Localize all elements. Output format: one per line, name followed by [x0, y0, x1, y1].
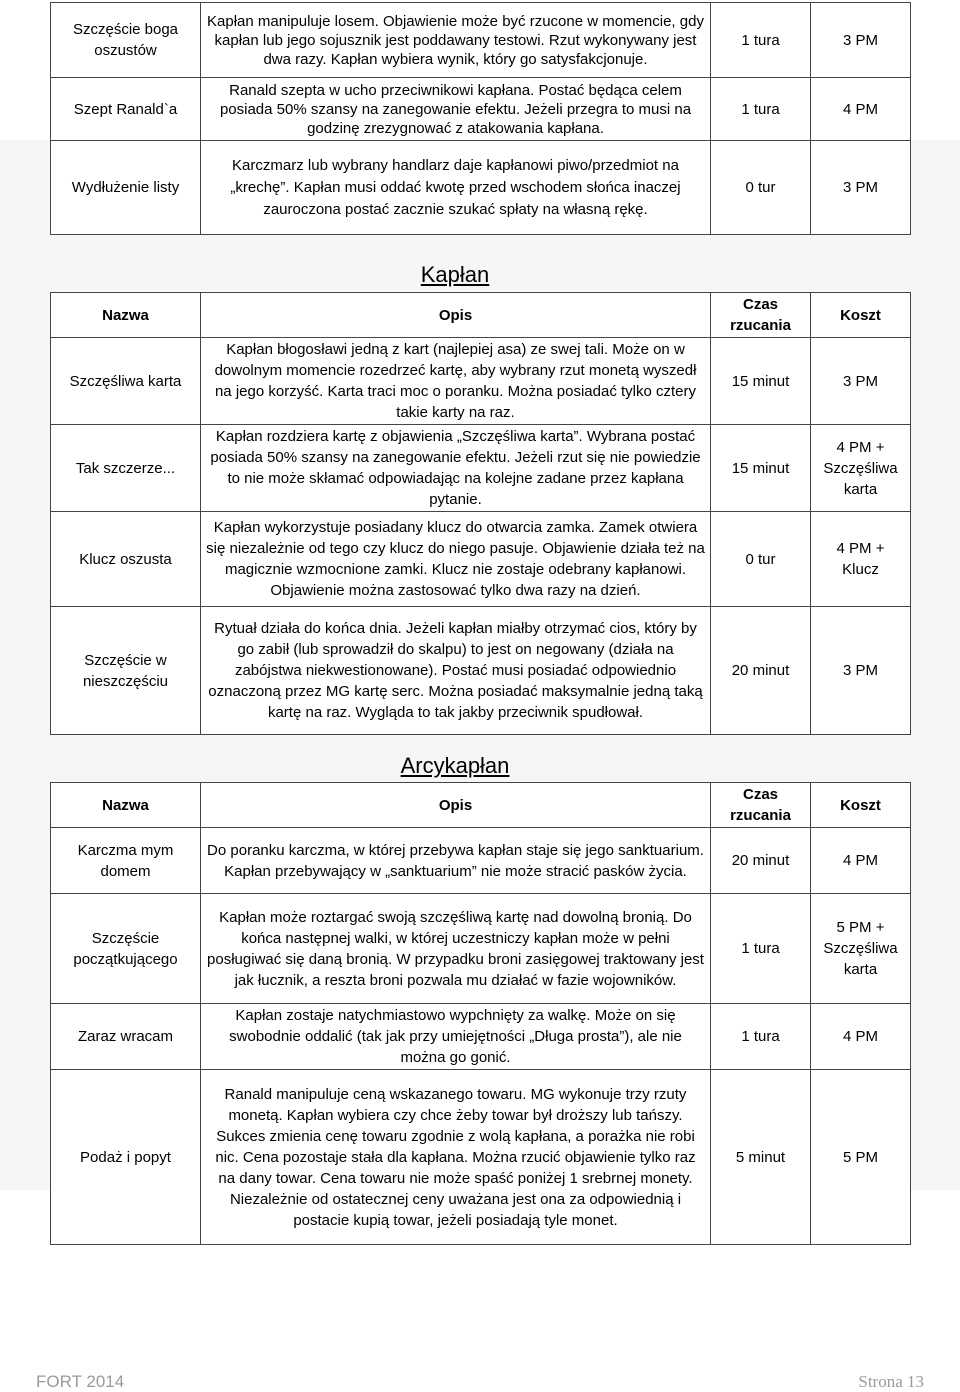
spell-cast-time: 15 minut	[711, 425, 811, 512]
spell-description: Ranald szepta w ucho przeciwnikowi kapłana. Postać będąca celem posiada 50% szansy na zanegowanie efektu. Jeżeli przegra to musi na godzinę zrezygnować z atakowania kapłana.	[201, 78, 711, 141]
spell-cast-time: 20 minut	[711, 828, 811, 894]
spell-description: Kapłan błogosławi jedną z kart (najlepiej asa) ze swej tali. Może on w dowolnym momencie rozedrzeć kartę, aby wybrany rzut monetą wyszedł na jego korzyść. Karta traci moc o poranku. Można posiadać tylko cztery takie karty na raz.	[201, 338, 711, 425]
spell-name: Zaraz wracam	[51, 1004, 201, 1070]
spell-description: Rytuał działa do końca dnia. Jeżeli kapłan miałby otrzymać cios, który by go zabił (lub sprowadził do skalpu) to jest on negowany (działa na zabójstwa niekwestionowane). Postać musi posiadać odpowiednio oznaczoną przez MG kartę serc. Można posiadać maksymalnie jedną taką kartę na raz. Wygląda to tak jakby przeciwnik spudłował.	[201, 607, 711, 735]
spell-cost: 3 PM	[811, 338, 911, 425]
spell-description: Karczmarz lub wybrany handlarz daje kapłanowi piwo/przedmiot na „krechę”. Kapłan musi oddać kwotę przed wschodem słońca inaczej zauroczona postać zacznie szukać spłaty na własną rękę.	[201, 141, 711, 235]
table-row	[51, 1070, 911, 1245]
spell-cast-time: 1 tura	[711, 78, 811, 141]
header-name: Nazwa	[51, 783, 201, 828]
header-description: Opis	[201, 783, 711, 828]
spell-name: Szept Ranald`a	[51, 78, 201, 141]
spell-description: Kapłan zostaje natychmiastowo wypchnięty za walkę. Może on się swobodnie oddalić (tak jak przy umiejętności „Długa prosta”), ale nie można go gonić.	[201, 1004, 711, 1070]
spell-name: Klucz oszusta	[51, 512, 201, 607]
spell-name: Szczęście boga oszustów	[51, 3, 201, 78]
spell-description: Kapłan manipuluje losem. Objawienie może być rzucone w momencie, gdy kapłan lub jego sojusznik jest poddawany testowi. Rzut wykonywany jest dwa razy. Kapłan wybiera wynik, który go satysfakcjonuje.	[201, 3, 711, 78]
table-row	[51, 3, 911, 78]
spell-cost: 4 PM	[811, 78, 911, 141]
spell-name: Szczęście w nieszczęściu	[51, 607, 201, 735]
spell-name: Wydłużenie listy	[51, 141, 201, 235]
spell-cost: 5 PM	[811, 1070, 911, 1245]
spell-cost: 4 PM + Klucz	[811, 512, 911, 607]
spell-cast-time: 1 tura	[711, 1004, 811, 1070]
header-cast-time: Czas rzucania	[711, 783, 811, 828]
spell-cast-time: 20 minut	[711, 607, 811, 735]
top-spell-table	[50, 2, 911, 235]
spell-cast-time: 1 tura	[711, 3, 811, 78]
footer-left-label: FORT 2014	[36, 1372, 125, 1391]
spell-cast-time: 1 tura	[711, 894, 811, 1004]
table-row	[51, 141, 911, 235]
spell-name: Karczma mym domem	[51, 828, 201, 894]
spell-cast-time: 15 minut	[711, 338, 811, 425]
spell-cost: 5 PM + Szczęśliwa karta	[811, 894, 911, 1004]
section-title-kaplan: Kapłan	[420, 262, 490, 287]
table-row	[51, 425, 911, 512]
spell-cost: 4 PM + Szczęśliwa karta	[811, 425, 911, 512]
arcykaplan-spell-table	[50, 782, 911, 1245]
spell-description: Kapłan rozdziera kartę z objawienia „Szczęśliwa karta”. Wybrana postać posiada 50% szansy na zanegowanie efektu. Jeżeli rzut się nie powiedzie to nie może skłamać odpowiadając na kolejne zadane przez kapłana pytanie.	[201, 425, 711, 512]
spell-name: Podaż i popyt	[51, 1070, 201, 1245]
spell-description: Kapłan wykorzystuje posiadany klucz do otwarcia zamka. Zamek otwiera się niezależnie od tego czy klucz do niego pasuje. Objawienie działa też na magicznie wzmocnione zamki. Klucz nie zostaje odebrany kapłanowi. Objawienie można zastosować tylko dwa razy na dzień.	[201, 512, 711, 607]
spell-cost: 4 PM	[811, 1004, 911, 1070]
header-name: Nazwa	[51, 293, 201, 338]
spell-cost: 3 PM	[811, 141, 911, 235]
spell-description: Do poranku karczma, w której przebywa kapłan staje się jego sanktuarium. Kapłan przebywający w „sanktuarium” nie może stracić pasków życia.	[201, 828, 711, 894]
table-row	[51, 338, 911, 425]
section-title-arcykaplan: Arcykapłan	[400, 753, 510, 778]
footer-page-number: Strona 13	[858, 1372, 924, 1391]
header-description: Opis	[201, 293, 711, 338]
spell-name: Szczęśliwa karta	[51, 338, 201, 425]
table-header-row	[51, 783, 911, 828]
spell-description: Ranald manipuluje ceną wskazanego towaru. MG wykonuje trzy rzuty monetą. Kapłan wybiera czy chce żeby towar był droższy lub tańszy. Sukces zmienia cenę towaru zgodnie z wolą kapłana, a porażka nie robi nic. Cena pozostaje stała dla kapłana. Można rzucić objawienie tylko raz na dany towar. Cena towaru nie może spaść poniżej 1 srebrnej monety. Niezależnie od ostatecznej ceny uważana jest ona za odpowiednią i postacie kupią towar, jeżeli posiadają tyle monet.	[201, 1070, 711, 1245]
spell-description: Kapłan może roztargać swoją szczęśliwą kartę nad dowolną bronią. Do końca następnej walki, w której uczestniczy kapłan może w pełni posługiwać się daną bronią. W przypadku broni zasięgowej traktowany jest jak łucznik, a reszta broni pozwala mu działać w fazie wojowników.	[201, 894, 711, 1004]
table-row	[51, 828, 911, 894]
table-row	[51, 894, 911, 1004]
spell-cast-time: 0 tur	[711, 512, 811, 607]
header-cost: Koszt	[811, 783, 911, 828]
spell-cast-time: 0 tur	[711, 141, 811, 235]
header-cast-time: Czas rzucania	[711, 293, 811, 338]
table-row	[51, 78, 911, 141]
kaplan-spell-table	[50, 292, 911, 735]
spell-name: Szczęście początkującego	[51, 894, 201, 1004]
table-header-row	[51, 293, 911, 338]
table-row	[51, 1004, 911, 1070]
table-row	[51, 512, 911, 607]
spell-cast-time: 5 minut	[711, 1070, 811, 1245]
spell-name: Tak szczerze...	[51, 425, 201, 512]
table-row	[51, 607, 911, 735]
spell-cost: 3 PM	[811, 607, 911, 735]
header-cost: Koszt	[811, 293, 911, 338]
spell-cost: 4 PM	[811, 828, 911, 894]
spell-cost: 3 PM	[811, 3, 911, 78]
